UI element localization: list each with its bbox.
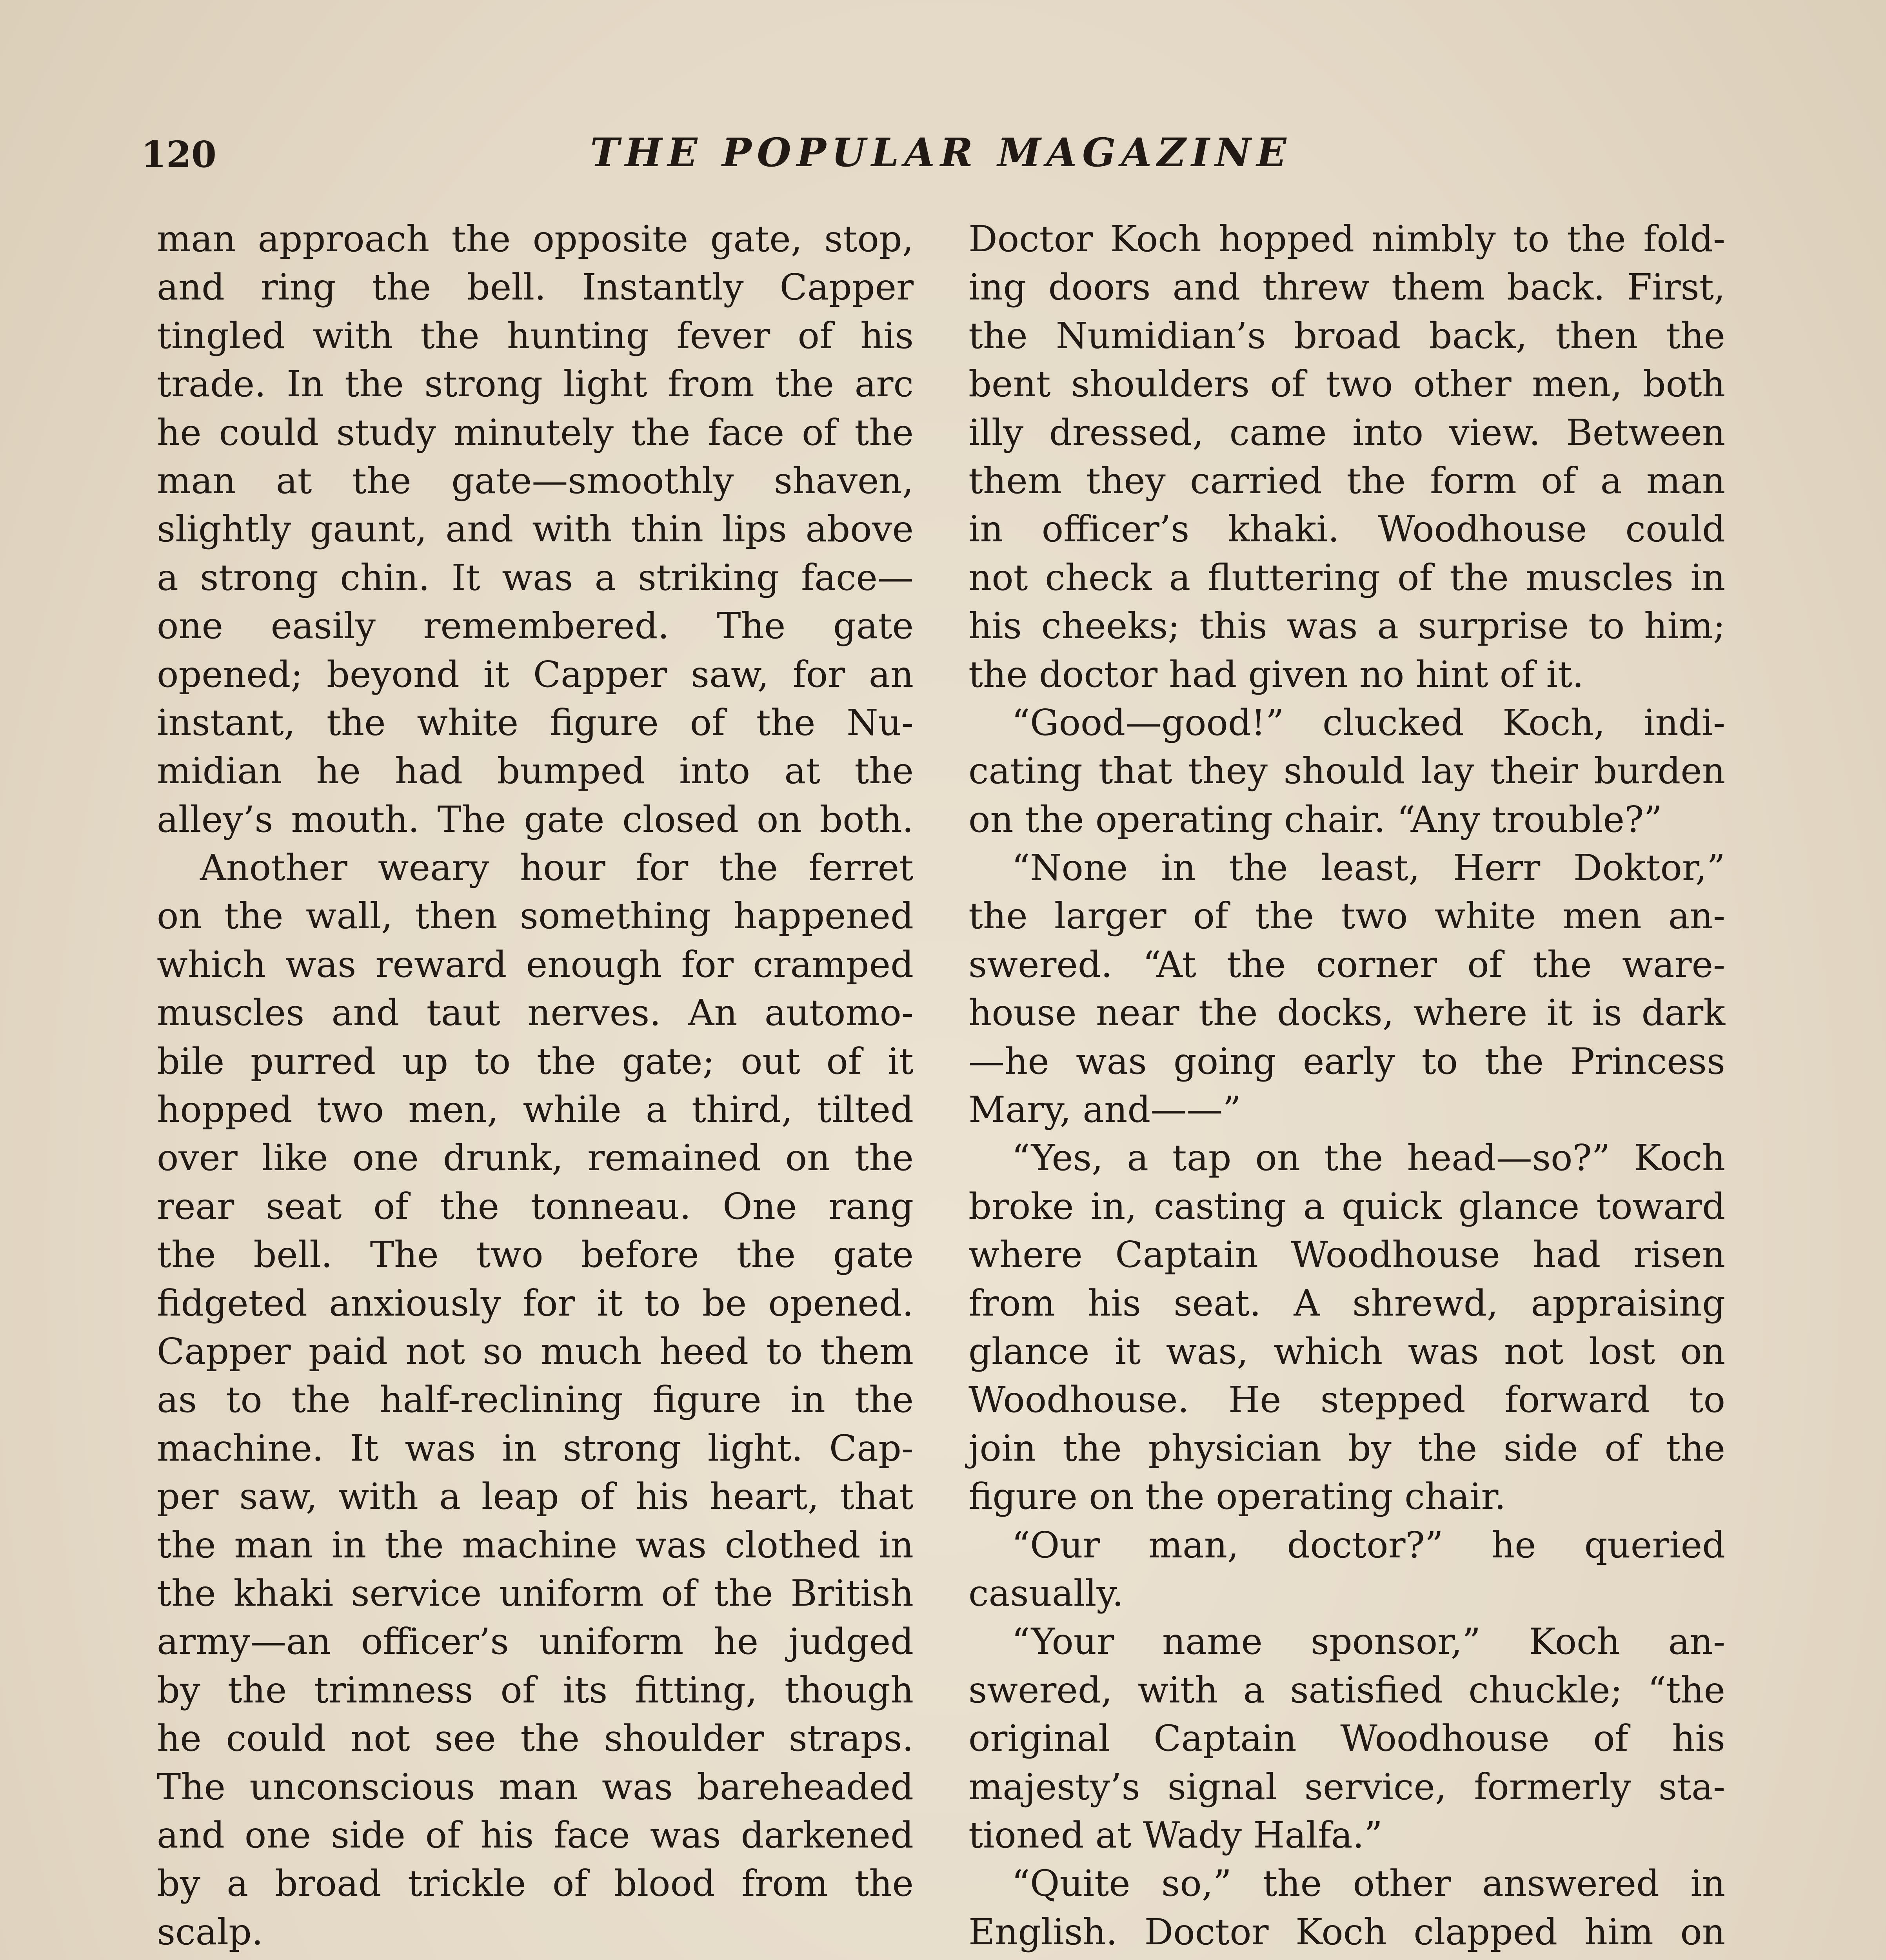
text-line: them they carried the form of a man <box>968 459 1725 502</box>
text-line: figure on the operating chair. <box>968 1475 1506 1518</box>
text-line: opened; beyond it Capper saw, for an <box>157 653 914 695</box>
text-line: “None in the least, Herr Doktor,” <box>1012 847 1725 889</box>
page-number: 120 <box>141 133 217 176</box>
text-line: swered, with a satisfied chuckle; “the <box>968 1669 1725 1711</box>
text-line: the bell. The two before the gate <box>157 1234 914 1276</box>
left-column <box>157 215 914 1960</box>
text-line: which was reward enough for cramped <box>157 943 914 985</box>
text-line: on the wall, then something happened <box>157 895 914 937</box>
text-line <box>157 1956 914 1960</box>
text-line: he could study minutely the face of the <box>157 411 914 454</box>
text-line: Woodhouse. He stepped forward to <box>968 1379 1725 1421</box>
text-line: where Captain Woodhouse had risen <box>968 1234 1725 1276</box>
text-line: the man in the machine was clothed in <box>157 1524 914 1566</box>
text-line: casually. <box>968 1572 1124 1614</box>
text-line: as to the half-reclining figure in the <box>157 1379 914 1421</box>
text-line: by the trimness of its fitting, though <box>157 1669 914 1711</box>
text-line: hopped two men, while a third, tilted <box>157 1089 914 1131</box>
text-line: and ring the bell. Instantly Capper <box>157 266 914 309</box>
text-line: the larger of the two white men an- <box>968 895 1725 937</box>
text-line: glance it was, which was not lost on <box>968 1330 1725 1372</box>
text-line: not check a fluttering of the muscles in <box>968 556 1725 599</box>
text-line: “Good—good!” clucked Koch, indi- <box>1012 701 1725 744</box>
text-line: tioned at Wady Halfa.” <box>968 1814 1383 1856</box>
text-line: by a broad trickle of blood from the <box>157 1862 914 1905</box>
text-line: Another weary hour for the ferret <box>200 847 914 889</box>
text-line: swered. “At the corner of the ware- <box>968 943 1725 985</box>
text-line: illy dressed, came into view. Between <box>968 411 1725 454</box>
text-line: the khaki service uniform of the British <box>157 1572 914 1614</box>
text-line: his cheeks; this was a surprise to him; <box>968 605 1725 647</box>
text-line: man approach the opposite gate, stop, <box>157 218 914 260</box>
text-line: midian he had bumped into at the <box>157 750 914 792</box>
text-line: English. Doctor Koch clapped him on <box>968 1911 1725 1953</box>
page-header <box>141 129 1741 192</box>
text-line: he could not see the shoulder straps. <box>157 1717 914 1760</box>
text-line: The unconscious man was bareheaded <box>157 1766 914 1808</box>
text-line: broke in, casting a quick glance toward <box>968 1185 1725 1227</box>
text-line: tingled with the hunting fever of his <box>157 314 914 357</box>
text-line: instant, the white figure of the Nu- <box>157 701 914 744</box>
text-line: and one side of his face was darkened <box>157 1814 914 1856</box>
text-line: “Quite so,” the other answered in <box>1012 1862 1725 1905</box>
text-line: original Captain Woodhouse of his <box>968 1717 1725 1760</box>
text-line: army—an officer’s uniform he judged <box>157 1621 914 1663</box>
text-line <box>968 1956 1725 1960</box>
text-line: alley’s mouth. The gate closed on both. <box>157 798 914 840</box>
text-line: a strong chin. It was a striking face— <box>157 556 914 599</box>
text-line: from his seat. A shrewd, appraising <box>968 1282 1725 1324</box>
text-line: ing doors and threw them back. First, <box>968 266 1725 309</box>
text-line: Mary, and——” <box>968 1089 1241 1131</box>
text-line: majesty’s signal service, formerly sta- <box>968 1766 1725 1808</box>
text-line: house near the docks, where it is dark <box>968 992 1725 1034</box>
text-line: machine. It was in strong light. Cap- <box>157 1427 914 1469</box>
text-line: over like one drunk, remained on the <box>157 1137 914 1179</box>
text-line: the doctor had given no hint of it. <box>968 653 1584 695</box>
text-line: slightly gaunt, and with thin lips above <box>157 508 914 550</box>
text-line: per saw, with a leap of his heart, that <box>157 1475 914 1518</box>
text-line: join the physician by the side of the <box>968 1427 1725 1469</box>
text-line: Doctor Koch hopped nimbly to the fold- <box>968 218 1725 260</box>
text-line: —he was going early to the Princess <box>968 1040 1725 1082</box>
text-line: fidgeted anxiously for it to be opened. <box>157 1282 914 1324</box>
text-line: rear seat of the tonneau. One rang <box>157 1185 914 1227</box>
text-line: man at the gate—smoothly shaven, <box>157 459 914 502</box>
text-line: “Yes, a tap on the head—so?” Koch <box>1012 1137 1725 1179</box>
text-line: the Numidian’s broad back, then the <box>968 314 1725 357</box>
text-line: Capper paid not so much heed to them <box>157 1330 914 1372</box>
text-line: one easily remembered. The gate <box>157 605 914 647</box>
text-line: trade. In the strong light from the arc <box>157 363 914 405</box>
text-line: “Your name sponsor,” Koch an- <box>1012 1621 1725 1663</box>
text-line: in officer’s khaki. Woodhouse could <box>968 508 1725 550</box>
text-line: bent shoulders of two other men, both <box>968 363 1725 405</box>
text-line: “Our man, doctor?” he queried <box>1012 1524 1725 1566</box>
text-line: on the operating chair. “Any trouble?” <box>968 798 1663 840</box>
running-title: THE POPULAR MAGAZINE <box>590 129 1292 176</box>
text-line: cating that they should lay their burden <box>968 750 1725 792</box>
text-line: muscles and taut nerves. An automo- <box>157 992 914 1034</box>
text-line: scalp. <box>157 1911 263 1953</box>
text-line: bile purred up to the gate; out of it <box>157 1040 914 1082</box>
right-column <box>968 215 1725 1960</box>
